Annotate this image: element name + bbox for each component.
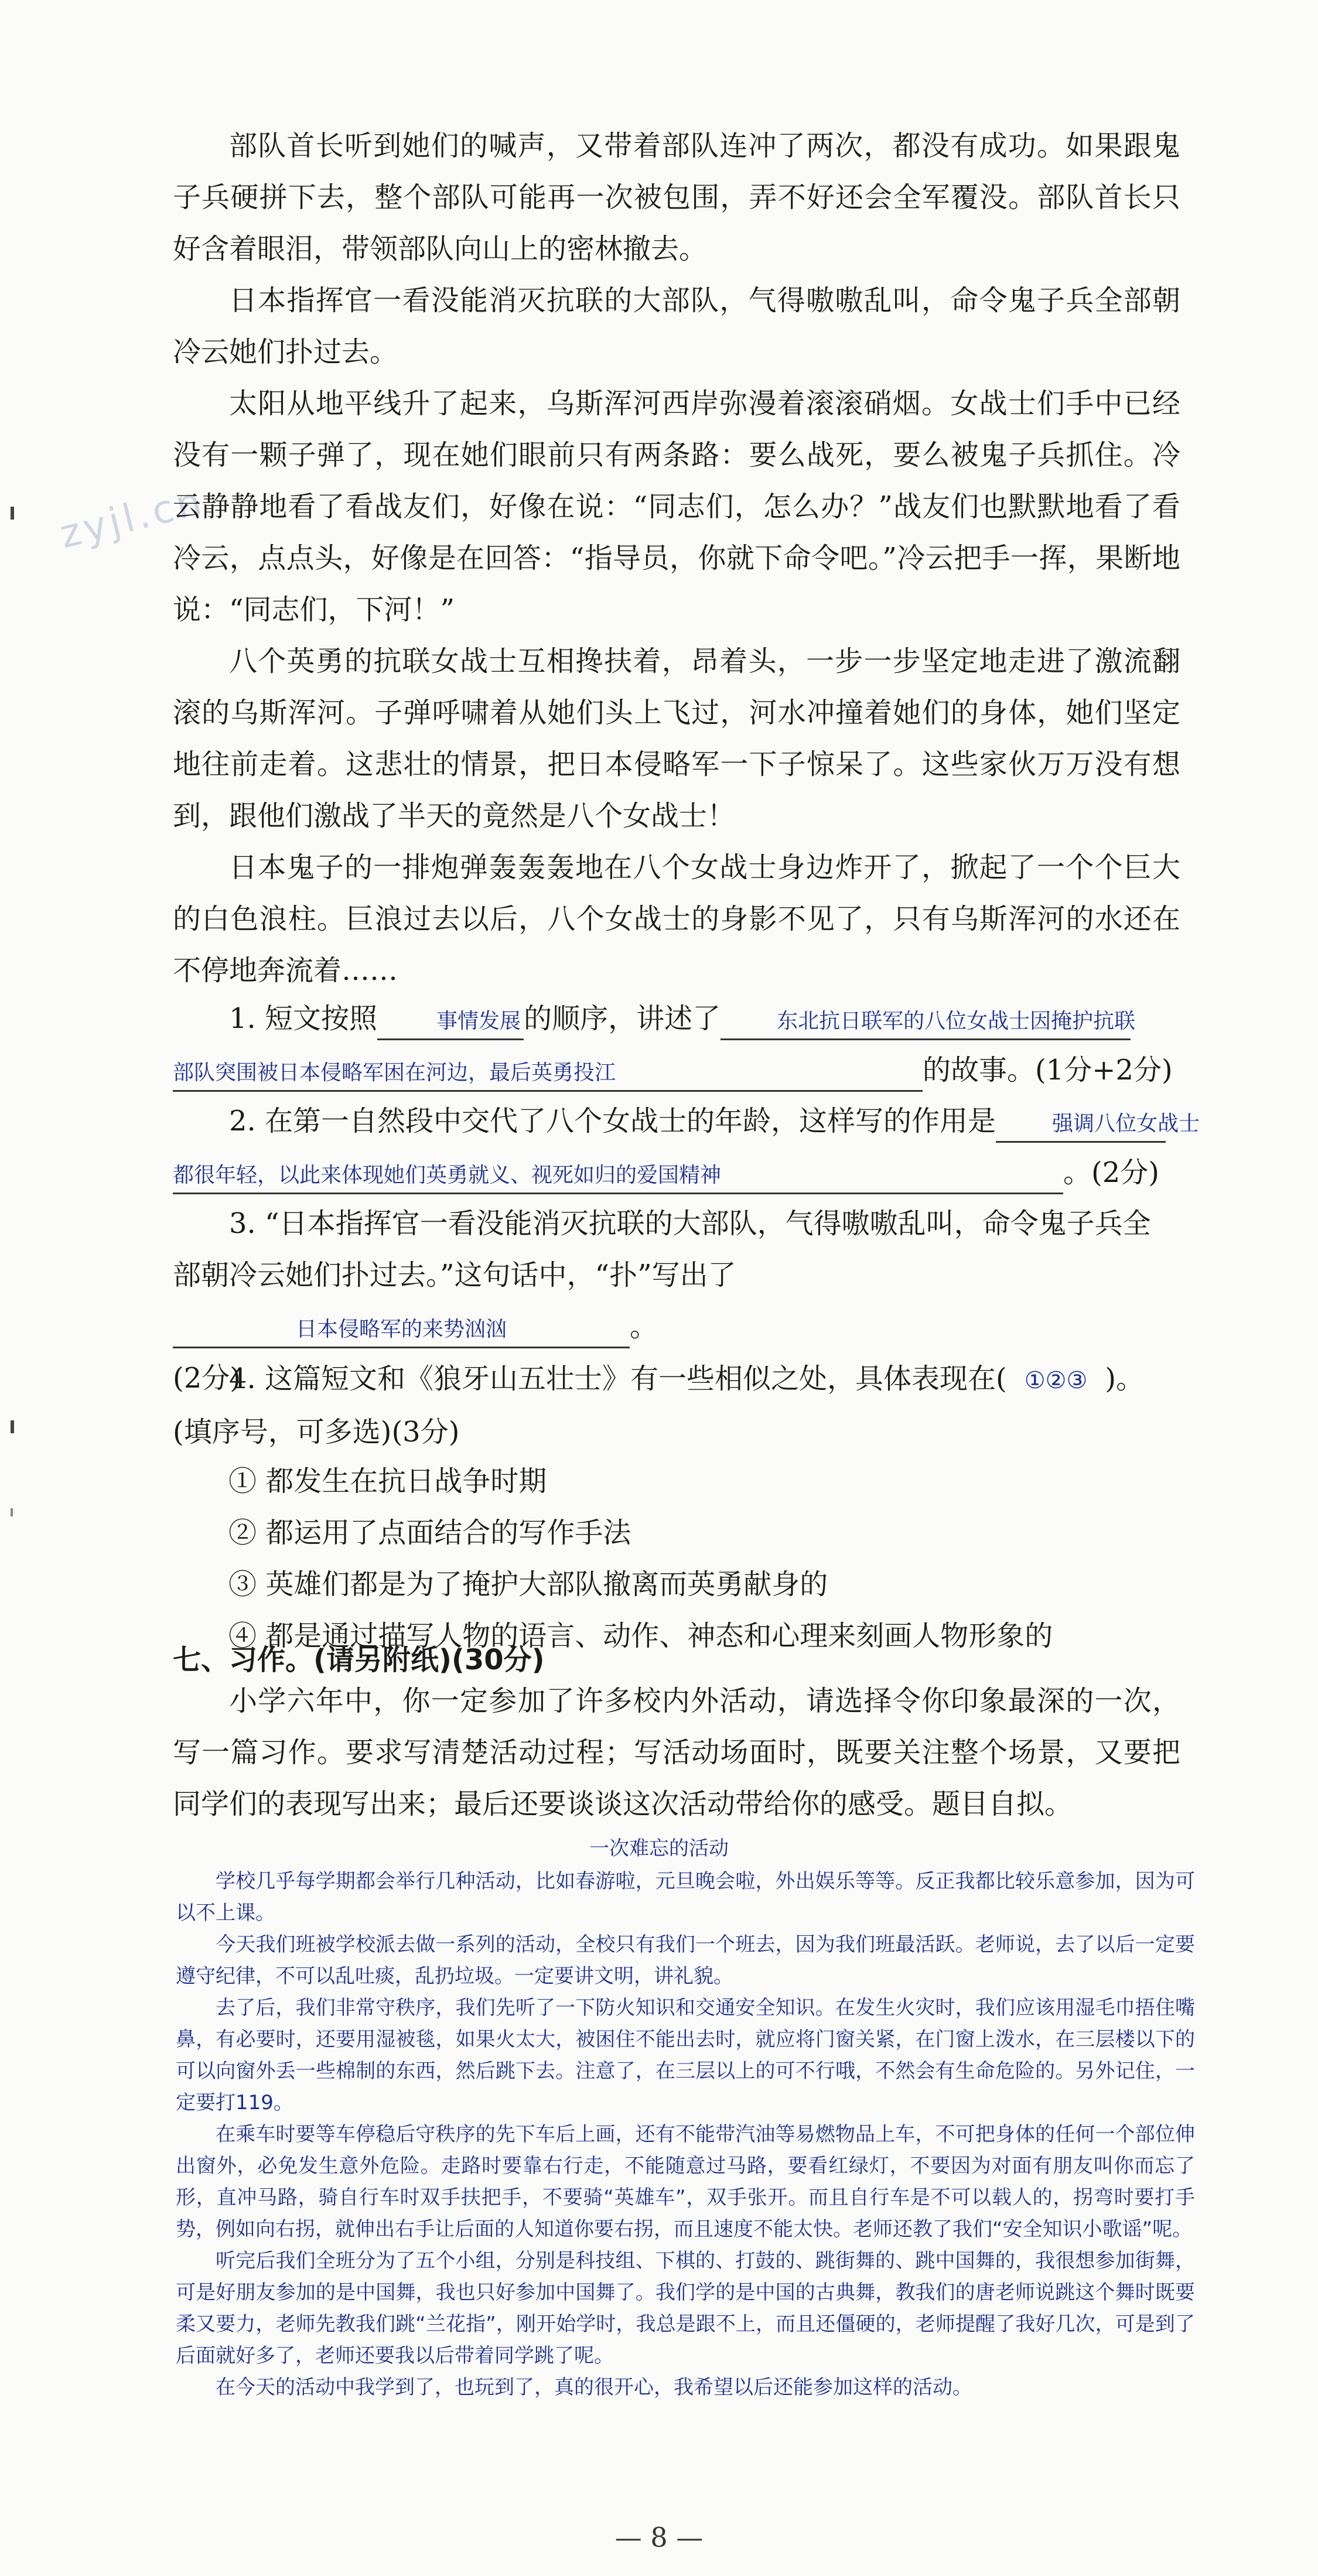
story-paragraph: 日本指挥官一看没能消灭抗联的大部队，气得嗷嗷乱叫，命令鬼子兵全部朝冷云她们扑过去。 [173, 284, 1180, 368]
prompt-text: 小学六年中，你一定参加了许多校内外活动，请选择令你印象最深的一次，写一篇习作。要求写清楚活动过程；写活动场面时，既要关注整个场景，又要把同学们的表现写出来；最后还要谈谈这次活动带给你的感受。题目自拟。 [173, 1685, 1180, 1820]
essay-title: 一次难忘的活动 [589, 1837, 729, 1860]
option-item: ① 都发生在抗日战争时期 [228, 1465, 547, 1498]
question-text: 4. 这篇短文和《狼牙山五壮士》有一些相似之处，具体表现在( [229, 1362, 1007, 1395]
essay-paragraph: 今天我们班被学校派去做一系列的活动，全校只有我们一个班去，因为我们班最活跃。老师说，去了以后一定要遵守纪律，不可以乱吐痰，乱扔垃圾。一定要讲文明，讲礼貌。 [176, 1933, 1195, 1988]
option-item: ④ 都是通过描写人物的语言、动作、神态和心理来刻画人物形象的 [228, 1620, 1053, 1652]
page-number: — 8 — [614, 2522, 704, 2553]
option-list [228, 1456, 1053, 1662]
story-paragraph: 太阳从地平线升了起来，乌斯浑河西岸弥漫着滚滚硝烟。女战士们手中已经没有一颗子弹了，现在她们眼前只有两条路：要么战死，要么被鬼子兵抓住。冷云静静地看了看战友们，好像在说：“同志们，怎么办？”战友们也默默地看了看冷云，点点头，好像是在回答：“指导员，你就下命令吧。”冷云把手一挥，果断地说：“同志们，下河！” [173, 387, 1180, 626]
question-text: )。 [1105, 1362, 1145, 1395]
essay-paragraph: 在乘车时要等车停稳后守秩序的先下车后上画，还有不能带汽油等易燃物品上车，不可把身体的任何一个部位伸出窗外，必免发生意外危险。走路时要靠右行走，不能随意过马路，要看红绿灯，不要因为对面有朋友叫你而忘了形，直冲马路，骑自行车时双手扶把手，不要骑“英雄车”，双手张开。而且自行车是不可以载人的，拐弯时要打手势，例如向右拐，就伸出右手让后面的人知道你要右拐，而且速度不能太快。老师还教了我们“安全知识小歌谣”呢。 [176, 2123, 1195, 2241]
question-1 [173, 993, 1180, 1096]
margin-mark [11, 1420, 14, 1433]
answer-blank[interactable]: 部队突围被日本侵略军困在河边，最后英勇投江 [173, 1055, 923, 1092]
watermark: zyjl.cn [55, 477, 210, 558]
question-text: 。(2分) [1063, 1156, 1159, 1189]
question-score: (2分) [173, 1362, 241, 1395]
answer-blank[interactable]: 都很年轻，以此来体现她们英勇就义、视死如归的爱国精神 [173, 1158, 1063, 1194]
section-title: 七、习作。(请另附纸)(30分) [173, 1644, 545, 1676]
question-text: 的故事。(1分+2分) [923, 1054, 1173, 1087]
essay-paragraph: 听完后我们全班分为了五个小组，分别是科技组、下棋的、打鼓的、跳街舞的、跳中国舞的，我很想参加街舞，可是好朋友参加的是中国舞，我也只好参加中国舞了。我们学的是中国的古典舞，教我们的唐老师说跳这个舞时既要柔又要力，老师先教我们跳“兰花指”，刚开始学时，我总是跟不上，而且还僵硬的，老师提醒了我好几次，可是到了后面就好多了，老师还要我以后带着同学跳了呢。 [176, 2249, 1195, 2367]
question-text: 部朝冷云她们扑过去。”这句话中，“扑”写出了 [173, 1259, 736, 1292]
essay-body [176, 1866, 1195, 2403]
margin-mark [11, 1508, 13, 1516]
question-text: 3. “日本指挥官一看没能消灭抗联的大部队，气得嗷嗷乱叫，命令鬼子兵全 [229, 1207, 1151, 1240]
question-text: 。 [630, 1310, 658, 1343]
answer-blank[interactable]: 日本侵略军的来势汹汹 [173, 1312, 630, 1348]
question-2 [173, 1095, 1200, 1198]
question-text: 1. 短文按照 [229, 1002, 378, 1035]
story-paragraph: 日本鬼子的一排炮弹轰轰轰地在八个女战士身边炸开了，掀起了一个个巨大的白色浪柱。巨浪过去以后，八个女战士的身影不见了，只有乌斯浑河的水还在不停地奔流着…… [173, 851, 1180, 987]
question-4 [173, 1353, 1180, 1458]
story-paragraph: 八个英勇的抗联女战士互相搀扶着，昂着头，一步一步坚定地走进了激流翻滚的乌斯浑河。子弹呼啸着从她们头上飞过，河水冲撞着她们的身体，她们坚定地往前走着。这悲壮的情景，把日本侵略军一下子惊呆了。这些家伙万万没有想到，跟他们激战了半天的竟然是八个女战士！ [173, 645, 1180, 832]
option-item: ② 都运用了点面结合的写作手法 [228, 1516, 631, 1549]
answer-blank[interactable]: 强调八位女战士 [996, 1106, 1166, 1143]
writing-prompt [173, 1675, 1180, 1830]
essay-paragraph: 在今天的活动中我学到了，也玩到了，真的很开心，我希望以后还能参加这样的活动。 [216, 2376, 972, 2399]
question-text: 2. 在第一自然段中交代了八个女战士的年龄，这样写的作用是 [229, 1105, 996, 1137]
question-text: (填序号，可多选)(3分) [173, 1416, 460, 1448]
story-passage [173, 120, 1180, 996]
essay-paragraph: 去了后，我们非常守秩序，我们先听了一下防火知识和交通安全知识。在发生火灾时，我们应该用湿毛巾捂住嘴鼻，有必要时，还要用湿被毯，如果火太大，被困住不能出去时，就应将门窗关紧，在门窗上泼水，在三层楼以下的可以向窗外丢一些棉制的东西，然后跳下去。注意了，在三层以上的可不行哦，不然会有生命危险的。另外记住，一定要打119。 [176, 1996, 1195, 2114]
essay-paragraph: 学校几乎每学期都会举行几种活动，比如春游啦，元旦晚会啦，外出娱乐等等。反正我都比较乐意参加，因为可以不上课。 [176, 1870, 1195, 1925]
answer-choice[interactable]: ①②③ [1024, 1367, 1088, 1394]
answer-blank[interactable]: 东北抗日联军的八位女战士因掩护抗联 [721, 1004, 1131, 1040]
answer-blank[interactable]: 事情发展 [377, 1004, 524, 1040]
question-text: 的顺序，讲述了 [524, 1002, 721, 1035]
option-item: ③ 英雄们都是为了掩护大部队撤离而英勇献身的 [228, 1568, 828, 1601]
margin-mark [11, 507, 14, 520]
story-paragraph: 部队首长听到她们的喊声，又带着部队连冲了两次，都没有成功。如果跟鬼子兵硬拼下去，整个部队可能再一次被包围，弄不好还会全军覆没。部队首长只好含着眼泪，带领部队向山上的密林撤去。 [173, 129, 1180, 265]
